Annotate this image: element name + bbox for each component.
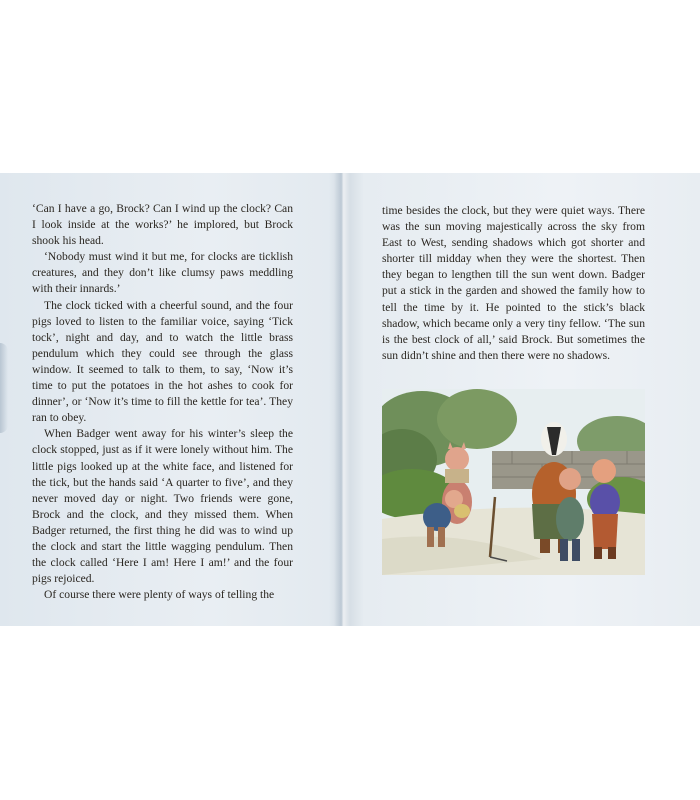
paragraph: ‘Nobody must wind it but me, for clocks are ticklish creatures, and they don’t like clumsy paws meddling with their innards.’ xyxy=(32,250,293,296)
paragraph: time besides the clock, but they were quiet ways. There was the sun moving majestically across the sky from East to West, sending shadows which got shorter and shorter till midday when they were the shortest. Then they began to lengthen till the sun went down. Badger put a stick in the garden and showed the family how to tell the time by it. He pointed to the stick’s black shadow, which became only a very tiny fellow. ‘The sun is the best clock of all,’ said Brock. But sometimes the sun didn’t shine and then there were no shadows. xyxy=(382,204,645,362)
illustration-drawing xyxy=(382,389,645,575)
left-page xyxy=(0,173,340,626)
right-page-text xyxy=(382,203,645,364)
paragraph: When Badger went away for his winter’s sleep the clock stopped, just as if it were lonely without him. The little pigs looked up at the white face, and listened for the tick, but the hands said ‘A quarter to five’, and they never moved day or night. Two friends were gone, Brock and the clock, and they missed them. When Badger returned, the first thing he did was to wind up the clock and start the little wagging pendulum. Then the clock called ‘Here I am! Here I am!’ and the four pigs rejoiced. xyxy=(32,427,293,586)
paragraph: Of course there were plenty of ways of telling the xyxy=(44,588,275,602)
paragraph: ‘Can I have a go, Brock? Can I wind up the clock? Can I look inside at the works?’ he implored, but Brock shook his head. xyxy=(32,202,293,248)
left-page-text xyxy=(32,201,293,603)
paragraph: The clock ticked with a cheerful sound, and the four pigs loved to listen to the familiar voice, saying ‘Tick tock’, night and day, and to watch the little brass pendulum which they could see through the glass window. It seemed to talk to them, to say, ‘Now it’s time to put the potatoes in the hot ashes to cook for dinner’, or ‘Now it’s time to fill the kettle for tea’. They ran to obey. xyxy=(32,298,293,425)
illustration-badger-and-pigs xyxy=(382,389,645,575)
